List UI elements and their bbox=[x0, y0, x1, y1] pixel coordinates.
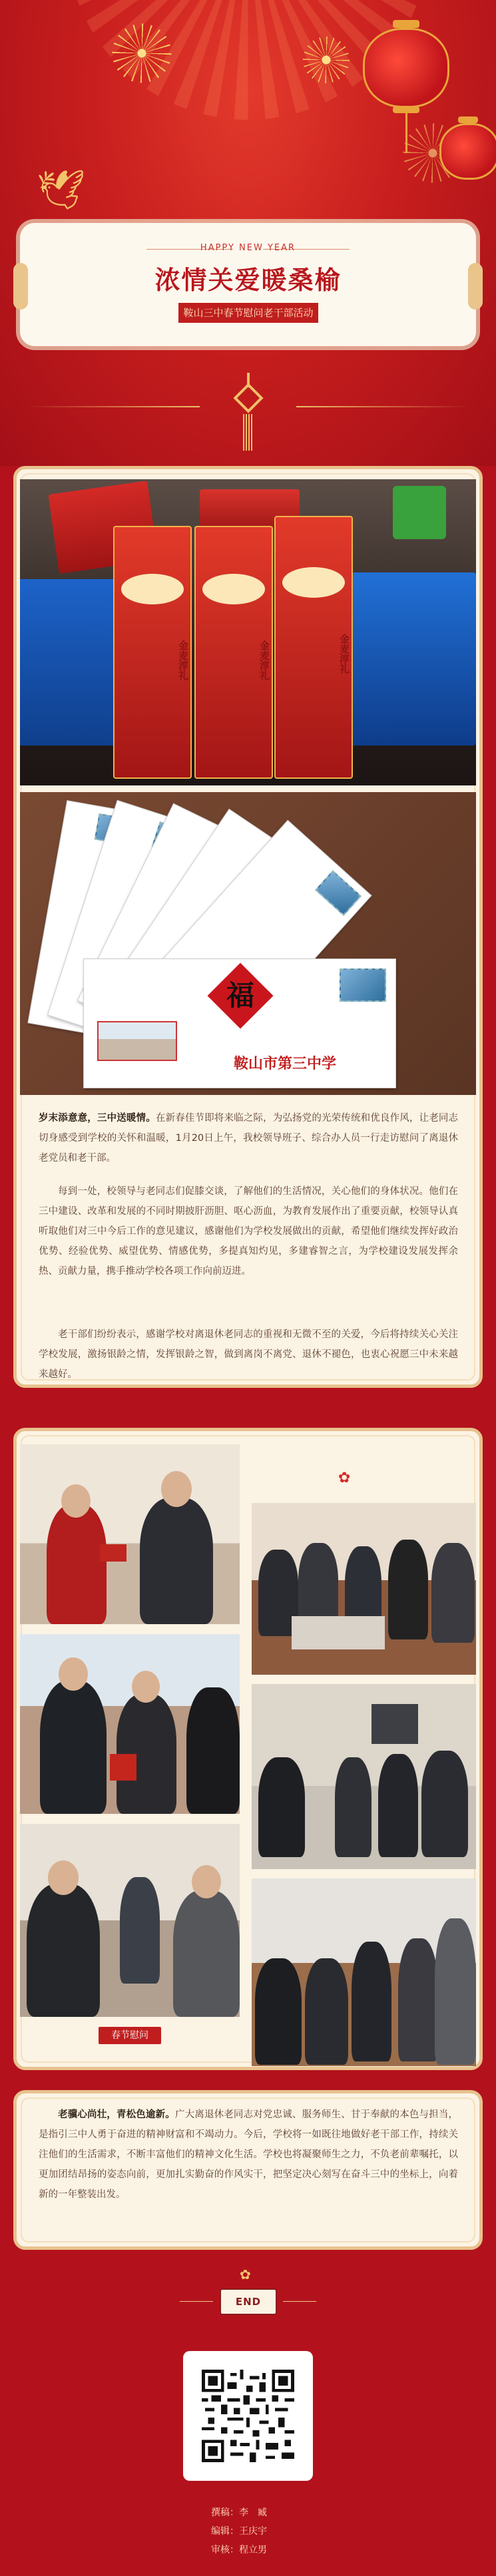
divider bbox=[27, 406, 200, 407]
credit-reviewer: 审核：程立男 bbox=[211, 2545, 267, 2555]
closing-paragraph: 老骥心尚壮，青松色逾新。广大离退休老同志对党忠诚、服务师生、甘于奉献的本色与担当，是指引三中人勇于奋进的精神财富和不竭动力。今后，学校将一如既往地做好老干部工作，持续关注他们的生活需求，不断丰富他们的精神文化生活。学校也将凝聚师生之力，不负老前辈嘱托，以更加团结昂扬的姿态向前，更加扎实勤奋的作风实干，把坚定决心刻写在奋斗三中的坐标上，向着新的一年整装出发。 bbox=[39, 2109, 459, 2200]
divider bbox=[283, 2301, 316, 2302]
header-banner bbox=[0, 0, 496, 466]
fu-character: 福 bbox=[226, 979, 254, 1012]
credit-editor: 编辑：王庆宇 bbox=[211, 2526, 267, 2537]
happy-new-year-label: HAPPY NEW YEAR bbox=[200, 243, 296, 253]
qr-code-icon bbox=[202, 2370, 294, 2462]
visit-photo bbox=[20, 1824, 240, 2017]
firework-icon bbox=[112, 23, 172, 83]
gift-box: 金麦淳礼 bbox=[194, 526, 273, 779]
visit-photo bbox=[20, 1444, 240, 1624]
visit-photo bbox=[252, 1878, 476, 2066]
envelope-front bbox=[83, 959, 396, 1088]
spring-visit-button[interactable]: 春节慰问 bbox=[99, 2027, 161, 2044]
divider bbox=[180, 2301, 213, 2302]
gift-box: 金麦淳礼 bbox=[113, 526, 192, 779]
page-title: 浓情关爱暖桑榆 bbox=[154, 265, 342, 295]
article-lead: 岁末添意意，三中送暖情。 bbox=[39, 1113, 156, 1124]
visit-photo bbox=[20, 1634, 240, 1814]
gift-bag bbox=[393, 486, 446, 539]
dove-icon: 🕊 bbox=[37, 167, 86, 212]
school-picture bbox=[97, 1021, 177, 1061]
article-paragraph-1: 岁末添意意，三中送暖情。在新春佳节即将来临之际，为弘扬党的光荣传统和优良作风，让老同志切身感受到学校的关怀和温暖，1月20日上午，我校领导班子、综合办人员一行走访慰问了离退休老党员和老干部。 bbox=[39, 1113, 458, 1164]
article-paragraph-2: 每到一处，校领导与老同志们促膝交谈，了解他们的生活情况，关心他们的身体状况。他们在三中建设、改革和发展的不同时期披肝沥胆、呕心沥血，为教育发展作出了重要贡献，校领导认真听取他们对三中今后工作的意见建议，感谢他们为学校发展做出的贡献，希望他们继续发挥好政治优势、经验优势、威望优势、情感优势，多提真知灼见，多建睿智之言，为学校建设发展发挥余热、贡献力量，携手推动学校各项工作向前迈进。 bbox=[39, 1186, 458, 1277]
visit-photo bbox=[252, 1503, 476, 1675]
title-card bbox=[20, 223, 476, 346]
closing-lead: 老骥心尚壮，青松色逾新。 bbox=[58, 2109, 175, 2120]
credit-author: 撰稿：李 臧 bbox=[211, 2507, 267, 2518]
chinese-knot-icon bbox=[228, 373, 268, 453]
envelopes-photo bbox=[20, 792, 476, 1095]
gift-box: 金麦淳礼 bbox=[274, 516, 353, 779]
firework-icon bbox=[303, 37, 350, 83]
end-badge: END bbox=[220, 2288, 277, 2315]
flower-icon: ✿ bbox=[338, 1470, 351, 1486]
school-name: 鞍山市第三中学 bbox=[234, 1055, 337, 1072]
visit-photo bbox=[252, 1684, 476, 1869]
qr-code-card[interactable] bbox=[183, 2351, 313, 2481]
flower-icon: ✿ bbox=[240, 2266, 251, 2282]
subtitle-badge: 鞍山三中春节慰问老干部活动 bbox=[178, 303, 318, 323]
article-paragraph-3: 老干部们纷纷表示，感谢学校对离退休老同志的重视和无微不至的关爱，今后将持续关心关注学校发展，激扬银龄之情，发挥银龄之智，做到离岗不离党、退休不褪色，也衷心祝愿三中未来越来越好。 bbox=[39, 1329, 458, 1380]
divider bbox=[296, 406, 469, 407]
gifts-photo bbox=[20, 479, 476, 785]
